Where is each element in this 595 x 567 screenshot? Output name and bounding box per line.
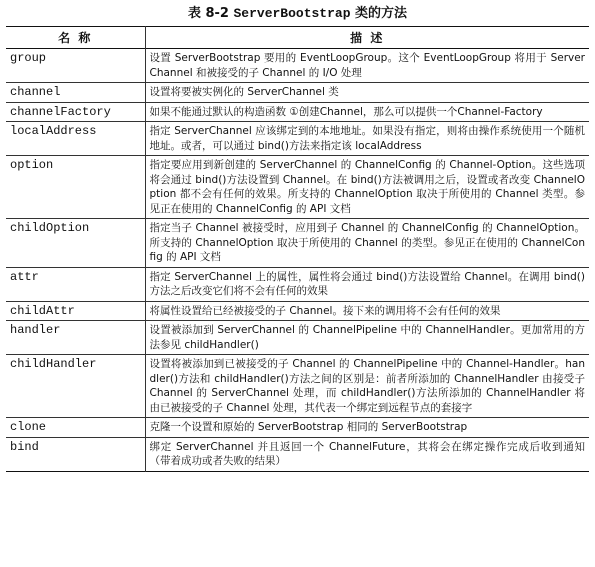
- table-caption: [6, 6, 589, 26]
- method-name: channelFactory: [6, 102, 145, 122]
- method-name: localAddress: [6, 122, 145, 156]
- method-name: handler: [6, 321, 145, 355]
- method-name: option: [6, 156, 145, 219]
- methods-table: [6, 26, 589, 472]
- table-row: [6, 122, 589, 156]
- table-row: [6, 267, 589, 301]
- table-row: [6, 219, 589, 268]
- method-description: 绑定 ServerChannel 并且返回一个 ChannelFuture，其将会在绑定操作完成后收到通知（带着成功或者失败的结果）: [149, 440, 585, 467]
- method-name: childHandler: [6, 355, 145, 418]
- method-name: clone: [6, 418, 145, 438]
- method-description: 将属性设置给已经被接受的子 Channel。接下来的调用将不会有任何的效果: [149, 304, 501, 317]
- table-row: [6, 83, 589, 103]
- caption-prefix: 表 8-2: [187, 6, 229, 21]
- method-description: 指定 ServerChannel 上的属性，属性将会通过 bind()方法设置给 Channel。在调用 bind()方法之后改变它们将不会有任何的效果: [149, 270, 585, 297]
- method-description: 设置被添加到 ServerChannel 的 ChannelPipeline 中的 ChannelHandler。更加常用的方法参见 childHandler(): [149, 324, 585, 351]
- table-row: [6, 437, 589, 471]
- method-description: 指定 ServerChannel 应该绑定到的本地地址。如果没有指定，则将由操作系统使用一个随机地址。或者，可以通过 bind()方法来指定该 localAddress: [149, 125, 585, 152]
- method-name: group: [6, 49, 145, 83]
- method-name: attr: [6, 267, 145, 301]
- table-row: [6, 102, 589, 122]
- table-row: [6, 301, 589, 321]
- method-name: bind: [6, 437, 145, 471]
- method-description: 设置将被添加到已被接受的子 Channel 的 ChannelPipeline 中的 Channel-Handler。handler()方法和 childHandler()方法之间的区别是：前者所添加的 ChannelHandler 由接受子 Channel 的 ServerChannel 处理，而 childHandler()方法所添加的 ChannelHandler 将由已被接受的子 Channel 处理，其代表一个绑定到远程节点的套接字: [149, 358, 585, 414]
- caption-class-name: ServerBootstrap: [233, 6, 351, 21]
- method-description: 指定要应用到新创建的 ServerChannel 的 ChannelConfig 的 Channel-Option。这些选项将会通过 bind()方法设置到 Channel。在 bind()方法被调用之后，设置或者改变 ChannelOption 都不会有任何的效果。所支持的 ChannelOption 取决于所使用的 Channel 类型。参见正在使用的 ChannelConfig 的 API 文档: [149, 159, 585, 215]
- method-description: 指定当子 Channel 被接受时，应用到子 Channel 的 ChannelConfig 的 ChannelOption。所支持的 ChannelOption 取决于所使用的 Channel 的类型。参见正在使用的 ChannelConfig 的 API 文档: [149, 222, 585, 263]
- method-name: childOption: [6, 219, 145, 268]
- method-description: 如果不能通过默认的构造函数 ①创建Channel，那么可以提供一个Channel-Factory: [149, 105, 543, 118]
- caption-suffix: 类的方法: [355, 6, 408, 21]
- method-description: 设置将要被实例化的 ServerChannel 类: [149, 86, 339, 98]
- table-row: [6, 156, 589, 219]
- header-name: 名 称: [6, 27, 145, 49]
- method-name: childAttr: [6, 301, 145, 321]
- method-description: 克隆一个设置和原始的 ServerBootstrap 相同的 ServerBootstrap: [149, 421, 468, 433]
- table-row: [6, 321, 589, 355]
- method-name: channel: [6, 83, 145, 103]
- table-row: [6, 418, 589, 438]
- table-row: [6, 355, 589, 418]
- header-desc: 描 述: [350, 31, 385, 45]
- table-body: [6, 49, 589, 472]
- method-description: 设置 ServerBootstrap 要用的 EventLoopGroup。这个 EventLoopGroup 将用于 ServerChannel 和被接受的子 Channel 的 I/O 处理: [149, 52, 585, 79]
- table-header-row: [6, 27, 589, 49]
- table-row: [6, 49, 589, 83]
